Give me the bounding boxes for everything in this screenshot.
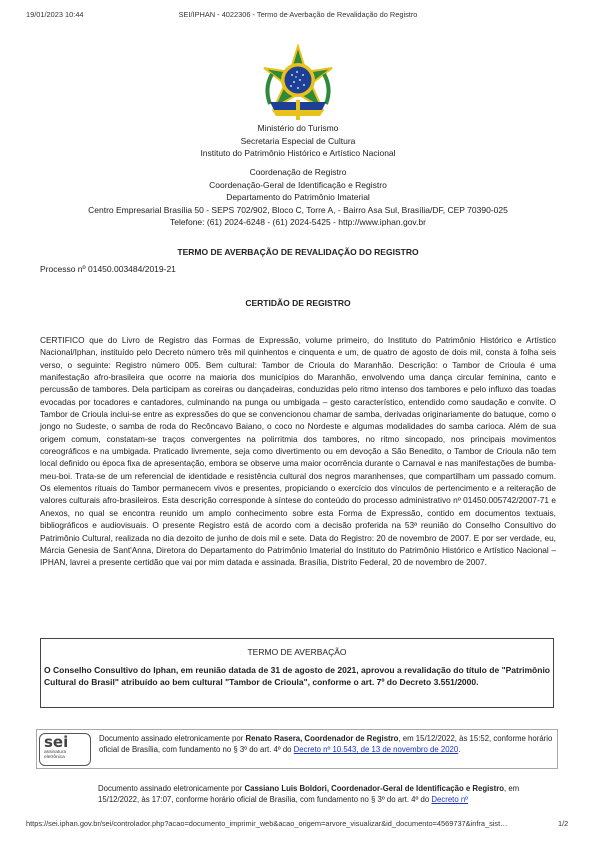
- department-name: Departamento do Patrimônio Imaterial: [226, 192, 370, 203]
- certificate-title: CERTIDÃO DE REGISTRO: [245, 298, 351, 308]
- process-number: Processo nº 01450.003484/2019-21: [40, 264, 176, 274]
- department-block: [0, 166, 596, 229]
- document-title: TERMO DE AVERBAÇÃO DE REVALIDAÇÃO DO REGISTRO: [177, 247, 419, 257]
- signature-block-1: [36, 729, 558, 769]
- coordination-name: Coordenação de Registro: [249, 167, 347, 177]
- decree-link[interactable]: Decreto nº 10.543, de 13 de novembro de 2020: [293, 745, 459, 755]
- signature-suffix: .: [458, 745, 461, 755]
- signer-name: Cassiano Luis Boldori, Coordenador-Geral de Identificação e Registro: [244, 784, 505, 793]
- institute-name: Instituto do Patrimônio Histórico e Artístico Nacional: [200, 148, 396, 159]
- signature-prefix: Documento assinado eletronicamente por: [98, 784, 245, 793]
- signer-name: Renato Rasera, Coordenador de Registro: [245, 734, 399, 743]
- certificate-body: CERTIFICO que do Livro de Registro das Formas de Expressão, volume primeiro, do Instituto do Patrimônio Histórico e Artístico Nacional/Iphan, instituído pelo Decreto número três mil quinhentos e cinquenta e um, de quatro de agosto de dois mil, consta à folha seis verso, o seguinte: Registro número 005. Bem cultural: Tambor de Crioula do Maranhão. Descrição: o Tambor de Crioula é uma manifestação afro-brasileira que ocorre na maioria dos municípios do Maranhão, envolvendo uma dança circular feminina, canto e percussão de tambores. Dela participam as coreiras ou dançadeiras, conduzidas pelo ritmo intenso dos tambores e pelo influxo das toadas evocadas por tocadores e cantadores, culminando na punga ou umbigada – gesto característico, entendido como saudação e convite. O Tambor de Crioula inclui-se entre as expressões do que se convencionou chamar de samba, derivadas originariamente do batuque, como o jongo no Sudeste, o samba de roda do Recôncavo Baiano, o coco no Nordeste e algumas modalidades do samba carioca. Além de sua origem comum, constatam-se traços convergentes na polirritmia dos tambores, no ritmo sincopado, nos principais movimentos coreográficos e na umbigada. Praticado livremente, seja como divertimento ou em devoção a São Benedito, o Tambor de Crioula não tem local definido ou época fixa de apresentação, embora se observe uma maior ocorrência durante o Carnaval e nas manifestações de bumba-meu-boi. Trata-se de um referencial de identidade e resistência cultural dos negros maranhenses, que compartilham um passado comum. Os elementos rituais do Tambor permanecem vivos e presentes, propiciando o exercício dos vínculos de pertencimento e a reiteração de valores culturais afro-brasileiros. Esta descrição corresponde à síntese do conteúdo do processo administrativo nº 01450.005742/2007-71 e Anexos, no qual se encontra reunido um amplo conhecimento sobre esta Forma de Expressão, contido em documentos textuais, bibliográficos e audiovisuais. O presente Registro está de acordo com a decisão proferida na 53ª reunião do Conselho Consultivo do Patrimônio Cultural, realizada no dia dezoito de junho de dois mil e sete. Data do Registro: 20 de novembro de 2007. E por ser verdade, eu, Márcia Genesia de Sant'Anna, Diretora do Departamento do Patrimônio Imaterial do Instituto do Patrimônio Histórico e Artístico Nacional – IPHAN, lavrei a presente certidão que vai por mim datada e assinada. Brasília, Distrito Federal, 20 de novembro de 2007.: [40, 335, 556, 568]
- ministry-name: Ministério do Turismo: [257, 123, 339, 133]
- sei-seal-icon: [39, 733, 91, 766]
- contact-info: Telefone: (61) 2024-6248 - (61) 2024-5425 - http://www.iphan.gov.br: [170, 217, 426, 228]
- seal-caption-1: assinatura: [44, 750, 67, 755]
- signature-text-1: [99, 733, 555, 756]
- signature-details: , em 15/12/2022, às 15:52, conforme horário oficial de Brasília, com fundamento no § 3º do art. 4º do: [99, 734, 553, 755]
- general-coordination-name: Coordenação-Geral de Identificação e Registro: [209, 179, 387, 190]
- averbacao-box: [40, 638, 554, 708]
- print-url: https://sei.iphan.gov.br/sei/controlador.php?acao=documento_imprimir_web&acao_origem=arvore_visualizar&id_documento=4569737&infra_sist…: [26, 819, 508, 828]
- averbacao-title: TERMO DE AVERBAÇÃO: [247, 647, 347, 657]
- page-number: 1/2: [558, 819, 569, 828]
- print-footer: [0, 819, 596, 831]
- averbacao-text: O Conselho Consultivo do Iphan, em reunião datada de 31 de agosto de 2021, aprovou a revalidação do título de "Patrimônio Cultural do Brasil" atribuído ao bem cultural "Tambor de Crioula", conforme o art. 7º do Decreto 3.551/2000.: [44, 665, 550, 688]
- signature-text-2: [98, 783, 558, 806]
- address: Centro Empresarial Brasília 50 - SEPS 702/902, Bloco C, Torre A, - Bairro Asa Sul, Brasília/DF, CEP 70390-025: [88, 204, 508, 215]
- seal-caption-2: eletrônica: [44, 755, 65, 761]
- secretariat-name: Secretaria Especial de Cultura: [240, 135, 356, 146]
- print-datetime: 19/01/2023 10:44: [26, 10, 84, 19]
- decree-link[interactable]: Decreto nº: [431, 795, 469, 805]
- signature-prefix: Documento assinado eletronicamente por: [99, 734, 246, 743]
- print-page-title: SEI/IPHAN - 4022306 - Termo de Averbação de Revalidação do Registro: [178, 10, 418, 19]
- signature-details: , em 15/12/2022, às 17:07, conforme horário oficial de Brasília, com fundamento no § 3º do art. 4º do: [98, 784, 520, 805]
- brazil-coat-of-arms-icon: [256, 44, 340, 122]
- seal-logo: sei: [44, 733, 69, 751]
- print-header: [0, 10, 596, 24]
- institution-block: [0, 122, 596, 160]
